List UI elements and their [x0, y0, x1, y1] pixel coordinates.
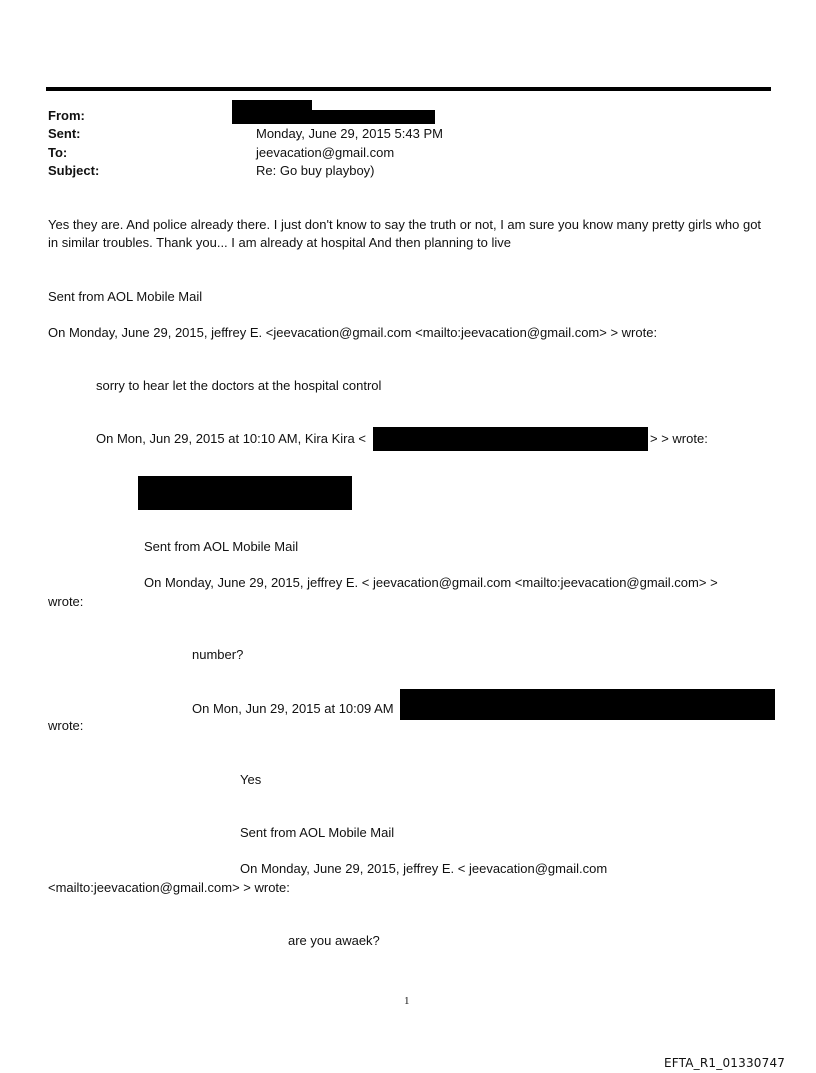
sent-from-signature-3: Sent from AOL Mobile Mail	[240, 825, 395, 840]
sent-value: Monday, June 29, 2015 5:43 PM	[256, 126, 443, 141]
reply-text-3: Yes	[240, 772, 262, 787]
sent-from-signature-1: Sent from AOL Mobile Mail	[48, 289, 203, 304]
from-redaction-block-2	[310, 110, 435, 124]
quote-wrote-2: wrote:	[48, 718, 84, 733]
quote-attribution-5a: On Monday, June 29, 2015, jeffrey E. < jeevacation@gmail.com	[240, 861, 608, 876]
bates-number: EFTA_R1_01330747	[664, 1056, 786, 1070]
email-redaction-block	[373, 427, 648, 451]
quote-attribution-4: On Mon, Jun 29, 2015 at 10:09 AM	[192, 701, 394, 716]
header-rule	[46, 87, 771, 91]
sent-from-signature-2: Sent from AOL Mobile Mail	[144, 539, 299, 554]
to-label: To:	[48, 145, 68, 160]
reply-text-4: are you awaek?	[288, 933, 380, 948]
reply-text-1: sorry to hear let the doctors at the hospital control	[96, 378, 382, 393]
page-number: 1	[404, 995, 410, 1007]
from-redaction-block	[232, 100, 312, 124]
subject-value: Re: Go buy playboy)	[256, 163, 375, 178]
message-paragraph: Yes they are. And police already there. I just don't know to say the truth or not, I am sure you know many pretty girls who got in similar troubles. Thank you... I am already at hospital And then planning to live	[48, 217, 762, 250]
to-value[interactable]: jeevacation@gmail.com	[256, 145, 395, 160]
quote-attribution-1: On Monday, June 29, 2015, jeffrey E. <jeevacation@gmail.com <mailto:jeevacation@gmail.com> > wrote:	[48, 325, 658, 340]
reply-text-2: number?	[192, 647, 244, 662]
quote-attribution-2-end: > > wrote:	[650, 431, 708, 446]
quote-wrote-1: wrote:	[48, 594, 84, 609]
sender-redaction-block	[400, 689, 775, 720]
quote-attribution-2-start: On Mon, Jun 29, 2015 at 10:10 AM, Kira Kira <	[96, 431, 366, 446]
subject-label: Subject:	[48, 163, 100, 178]
sent-label: Sent:	[48, 126, 81, 141]
quote-attribution-5b: <mailto:jeevacation@gmail.com> > wrote:	[48, 880, 290, 895]
from-label: From:	[48, 108, 85, 123]
message-redaction-block	[138, 476, 352, 510]
quote-attribution-3: On Monday, June 29, 2015, jeffrey E. < jeevacation@gmail.com <mailto:jeevacation@gmail.com> >	[144, 575, 718, 590]
